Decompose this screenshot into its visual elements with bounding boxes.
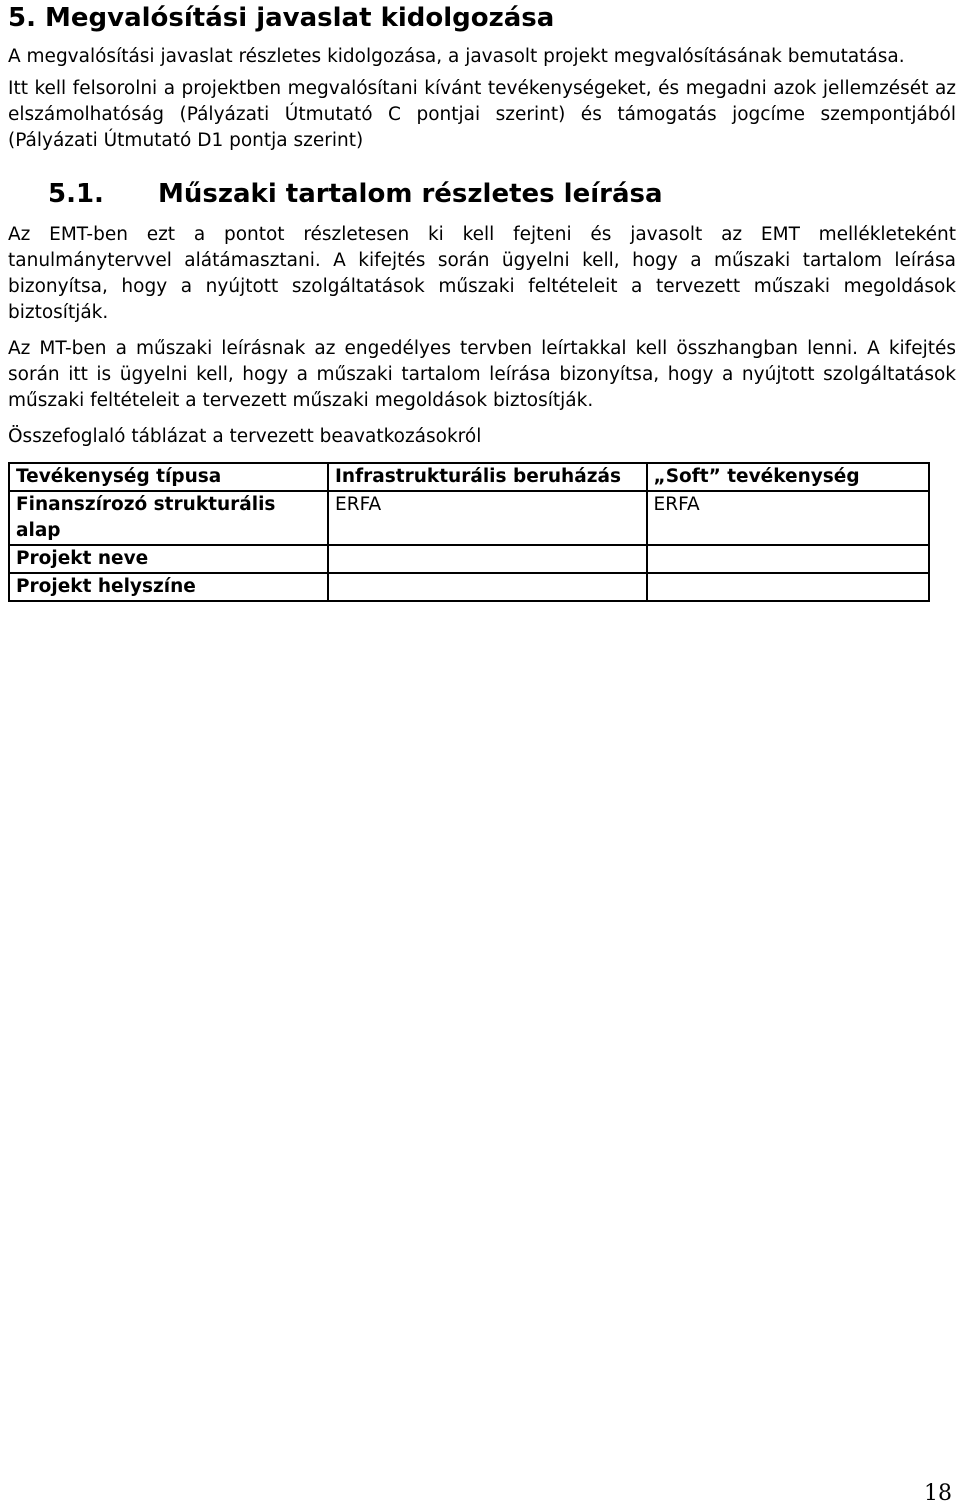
table-cell	[647, 573, 929, 601]
intro-paragraph-1: A megvalósítási javaslat részletes kidolgozása, a javasolt projekt megvalósításának bemutatása.	[8, 46, 905, 67]
table-header-row	[9, 463, 929, 491]
body-paragraph-2: Az MT-ben a műszaki leírásnak az engedélyes tervben leírtakkal kell összhangban lenni. A kifejtés során itt is ügyelni kell, hogy a műszaki tartalom leírása bizonyítsa, hogy a nyújtott szolgáltatások műszaki feltételeit a tervezett műszaki megoldások biztosítják.	[8, 338, 956, 411]
page-number: 18	[924, 1481, 952, 1506]
table-cell: ERFA	[647, 491, 929, 545]
table-cell	[328, 573, 646, 601]
subsection-title: Műszaki tartalom részletes leírása	[158, 179, 663, 209]
table-row	[9, 491, 929, 545]
table-header-cell: „Soft” tevékenység	[647, 463, 929, 491]
table-cell	[328, 545, 646, 573]
table-cell	[647, 545, 929, 573]
summary-table	[8, 462, 930, 602]
table-row	[9, 573, 929, 601]
subsection-heading	[48, 178, 956, 210]
intro-paragraph-2: Itt kell felsorolni a projektben megvalósítani kívánt tevékenységeket, és megadni azok jellemzését az elszámolhatóság (Pályázati Útmutató C pontjai szerint) és támogatás jogcíme szempontjából (Pályázati Útmutató D1 pontja szerint)	[8, 78, 956, 151]
table-row-label: Finanszírozó strukturális alap	[9, 491, 328, 545]
table-row	[9, 545, 929, 573]
body-paragraph-1: Az EMT-ben ezt a pontot részletesen ki kell fejteni és javasolt az EMT mellékleteként tanulmánytervvel alátámasztani. A kifejtés során ügyelni kell, hogy a műszaki tartalom leírása bizonyítsa, hogy a nyújtott szolgáltatások műszaki feltételeit a tervezett műszaki megoldások biztosítják.	[8, 224, 956, 323]
document-page	[8, 0, 956, 602]
table-caption: Összefoglaló táblázat a tervezett beavatkozásokról	[8, 426, 482, 447]
subsection-number: 5.1.	[48, 179, 104, 209]
section-heading: 5. Megvalósítási javaslat kidolgozása	[8, 3, 555, 33]
table-header-cell: Tevékenység típusa	[9, 463, 328, 491]
table-row-label: Projekt helyszíne	[9, 573, 328, 601]
table-row-label: Projekt neve	[9, 545, 328, 573]
table-header-cell: Infrastrukturális beruházás	[328, 463, 646, 491]
table-cell: ERFA	[328, 491, 646, 545]
